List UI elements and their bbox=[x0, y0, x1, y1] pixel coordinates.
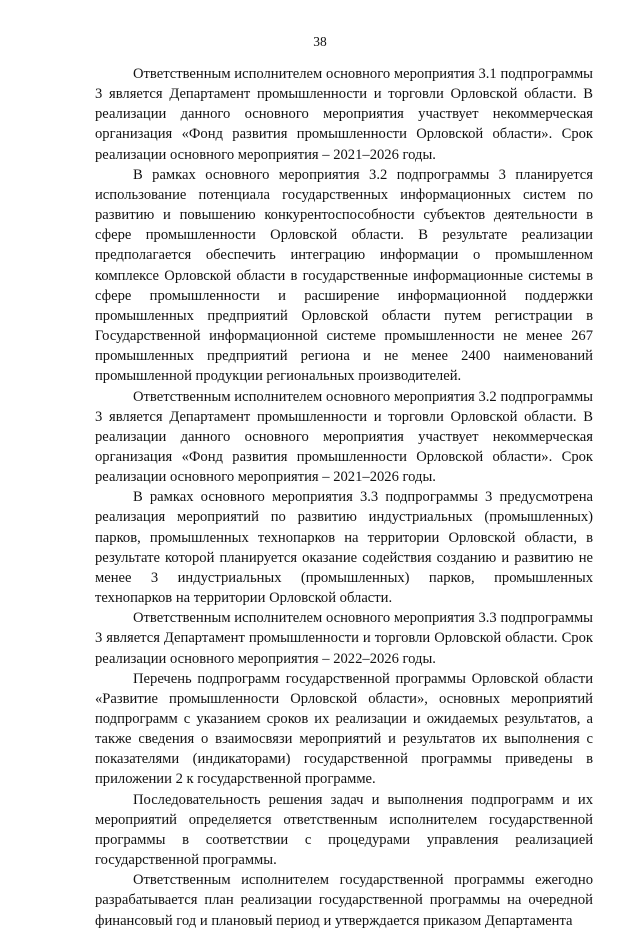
document-body bbox=[95, 64, 593, 931]
paragraph-7: Последовательность решения задач и выполнения подпрограмм и их мероприятий определяется ответственным исполнителем государственной программы в соответствии с процедурами управления реализацией государственной программы. bbox=[95, 791, 593, 869]
paragraph-3: Ответственным исполнителем основного мероприятия 3.2 подпрограммы 3 является Департамент промышленности и торговли Орловской области. В реализации данного основного мероприятия участвует некоммерческая организация «Фонд развития промышленности Орловской области». Срок реализации основного мероприятия – 2021–2026 годы. bbox=[95, 388, 593, 486]
paragraph-5: Ответственным исполнителем основного мероприятия 3.3 подпрограммы 3 является Департамент промышленности и торговли Орловской области. Срок реализации основного мероприятия – 2022–2026 годы. bbox=[95, 610, 593, 667]
paragraph-1: Ответственным исполнителем основного мероприятия 3.1 подпрограммы 3 является Департамент промышленности и торговли Орловской области. В реализации данного основного мероприятия участвует некоммерческая организация «Фонд развития промышленности Орловской области». Срок реализации основного мероприятия – 2021–2026 годы. bbox=[95, 66, 593, 163]
paragraph-2: В рамках основного мероприятия 3.2 подпрограммы 3 планируется использование потенциала государственных информационных систем по развитию и повышению конкурентоспособности субъектов деятельности в сфере промышленности Орловской области. В результате реализации предполагается обеспечить интеграцию информации о промышленном комплексе Орловской области в государственные информационные системы в сфере промышленности и расширение информационной поддержки промышленных предприятий Орловской области путем регистрации в Государственной информационной системе промышленности не менее 267 промышленных предприятий региона и не менее 2400 наименований промышленной продукции региональных производителей. bbox=[95, 166, 593, 385]
page-number: 38 bbox=[313, 34, 327, 49]
paragraph-4: В рамках основного мероприятия 3.3 подпрограммы 3 предусмотрена реализация мероприятий по развитию индустриальных (промышленных) парков, промышленных технопарков на территории Орловской области, в результате которой планируется оказание содействия созданию и развитию не менее 3 индустриальных (промышленных) парков, промышленных технопарков на территории Орловской области. bbox=[95, 489, 593, 607]
paragraph-6: Перечень подпрограмм государственной программы Орловской области «Развитие промышленности Орловской области», основных мероприятий подпрограмм с указанием сроков их реализации и ожидаемых результатов, а также сведения о взаимосвязи мероприятий и результатов их выполнения с показателями (индикаторами) государственной программы приведены в приложении 2 к государственной программе. bbox=[95, 670, 593, 788]
paragraph-8: Ответственным исполнителем государственной программы ежегодно разрабатывается план реализации государственной программы на очередной финансовый год и плановый период и утверждается приказом Департамента bbox=[95, 872, 593, 929]
